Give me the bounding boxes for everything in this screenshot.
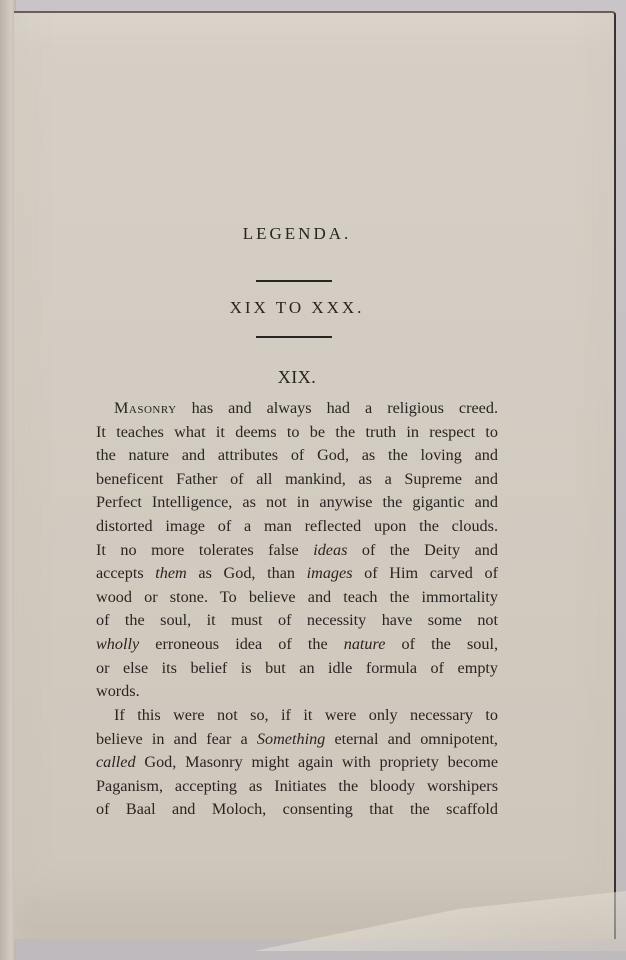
text-line: accepts them as God, than images of Him carved of: [96, 564, 498, 583]
text-line: words.: [96, 682, 140, 701]
text-line: believe in and fear a Something eternal and omnipotent,: [96, 729, 498, 748]
section-heading: XIX.: [277, 367, 317, 387]
running-title: LEGENDA.: [242, 224, 352, 243]
title-rule-bottom: [256, 336, 332, 338]
text-line: Masonry has and always had a religious creed.: [114, 399, 498, 417]
text-line: wood or stone. To believe and teach the immortality: [96, 587, 498, 606]
title-rule-top: [256, 280, 332, 282]
text-line: or else its belief is but an idle formula of empty: [96, 658, 498, 677]
text-line: Perfect Intelligence, as not in anywise the gigantic and: [96, 493, 498, 512]
text-line: called God, Masonry might again with propriety become: [96, 753, 498, 772]
text-line: the nature and attributes of God, as the loving and: [96, 446, 498, 465]
text-line: Paganism, accepting as Initiates the bloody worshipers: [96, 776, 498, 795]
paragraph-2: [96, 704, 498, 822]
text-line: distorted image of a man reflected upon the clouds.: [96, 516, 498, 535]
page-fold-crease: [254, 891, 626, 951]
text-line: wholly erroneous idea of the nature of the soul,: [96, 634, 499, 653]
text-line: of Baal and Moloch, consenting that the scaffold: [96, 800, 498, 819]
paragraph-1: [96, 397, 498, 704]
chapter-range-subtitle: XIX TO XXX.: [229, 298, 365, 317]
text-line: If this were not so, if it were only necessary to: [114, 706, 498, 724]
text-line: It teaches what it deems to be the truth in respect to: [96, 422, 498, 441]
text-line: It no more tolerates false ideas of the Deity and: [96, 540, 498, 559]
text-line: beneficent Father of all mankind, as a Supreme and: [96, 469, 498, 488]
text-line: of the soul, it must of necessity have some not: [96, 611, 498, 630]
